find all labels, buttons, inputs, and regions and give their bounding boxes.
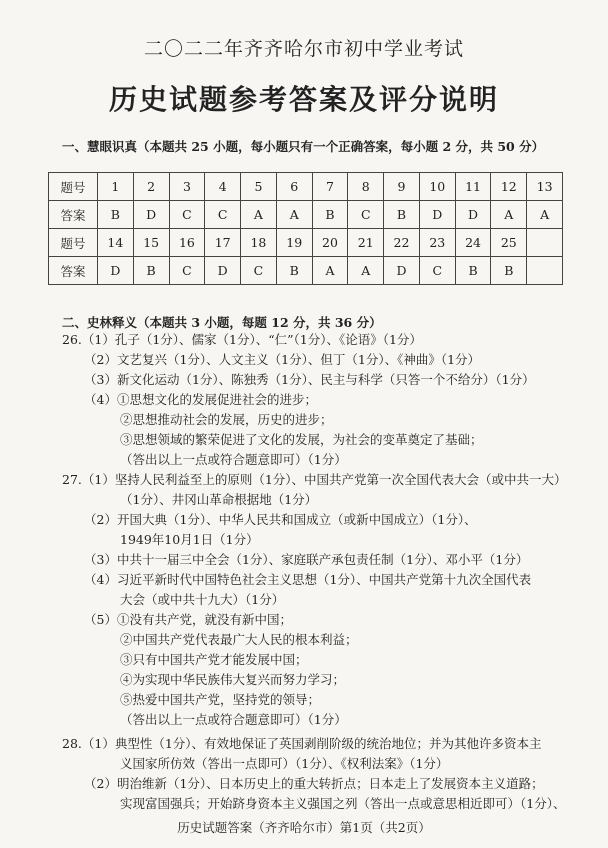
table-cell: A (312, 257, 348, 285)
table-cell: D (384, 257, 420, 285)
table-cell: A (241, 201, 277, 229)
answer-line: 1949年10月1日（1分） (120, 532, 259, 547)
answer-table (48, 172, 563, 285)
table-cell: A (527, 201, 563, 229)
table-cell (527, 229, 563, 257)
table-cell: C (348, 201, 384, 229)
table-row (49, 173, 563, 201)
table-cell: B (98, 201, 134, 229)
table-cell: 15 (133, 229, 169, 257)
table-cell: 11 (455, 173, 491, 201)
table-cell: D (133, 201, 169, 229)
table-cell: 9 (384, 173, 420, 201)
table-cell: D (205, 257, 241, 285)
answer-line: （2）开国大典（1分）、中华人民共和国成立（或新中国成立）（1分）、 (84, 512, 477, 527)
table-cell: 21 (348, 229, 384, 257)
answer-line: （4）习近平新时代中国特色社会主义思想（1分）、中国共产党第十九次全国代表 (84, 572, 532, 587)
table-cell: A (491, 201, 527, 229)
table-cell: 8 (348, 173, 384, 201)
table-cell: 23 (419, 229, 455, 257)
table-cell: D (98, 257, 134, 285)
table-cell: D (455, 201, 491, 229)
table-cell: 5 (241, 173, 277, 201)
answer-line: 26.（1）孔子（1分）、儒家（1分）、“仁”（1分）、《论语》（1分） (62, 332, 422, 347)
answer-line: ⑤热爱中国共产党，坚持党的领导； (120, 692, 321, 707)
row-label: 题号 (49, 229, 98, 257)
table-cell: 4 (205, 173, 241, 201)
table-cell: A (276, 201, 312, 229)
table-cell: B (312, 201, 348, 229)
answer-line: ③只有中国共产党才能发展中国； (120, 652, 308, 667)
table-cell: C (205, 201, 241, 229)
answer-line: （3）新文化运动（1分）、陈独秀（1分）、民主与科学（只答一个不给分）（1分） (84, 372, 535, 387)
table-cell: 22 (384, 229, 420, 257)
answer-line: （答出以上一点或符合题意即可）（1分） (120, 452, 347, 467)
answer-line: （答出以上一点或符合题意即可）（1分） (120, 712, 347, 727)
answer-title: 历史试题参考答案及评分说明 (108, 83, 499, 116)
table-cell (527, 257, 563, 285)
table-cell: D (419, 201, 455, 229)
table-cell: B (384, 201, 420, 229)
table-cell: 1 (98, 173, 134, 201)
table-cell: 3 (169, 173, 205, 201)
row-label: 答案 (49, 201, 98, 229)
table-cell: C (241, 257, 277, 285)
table-row (49, 201, 563, 229)
table-cell: C (169, 257, 205, 285)
answer-line: ③思想领域的繁荣促进了文化的发展，为社会的变革奠定了基础； (120, 432, 483, 447)
table-row (49, 257, 563, 285)
answer-line: 28.（1）典型性（1分）、有效地保证了英国剥削阶级的统治地位；并为其他许多资本主 (62, 736, 542, 751)
answer-line: （5）①没有共产党，就没有新中国； (84, 612, 292, 627)
answer-line: 义国家所仿效（答出一点即可）（1分）、《权利法案》（1分） (120, 756, 449, 771)
row-label: 题号 (49, 173, 98, 201)
answer-line: 大会（或中共十九大）（1分） (120, 592, 285, 607)
answer-line: （2）文艺复兴（1分）、人文主义（1分）、但丁（1分）、《神曲》（1分） (84, 352, 481, 367)
table-cell: 18 (241, 229, 277, 257)
table-cell: B (276, 257, 312, 285)
exam-title: 二〇二二年齐齐哈尔市初中学业考试 (143, 38, 464, 60)
table-cell: A (348, 257, 384, 285)
answer-line: 27.（1）坚持人民利益至上的原则（1分）、中国共产党第一次全国代表大会（或中共一大） (62, 472, 567, 487)
table-cell: 2 (133, 173, 169, 201)
table-cell: 13 (527, 173, 563, 201)
answer-line: （4）①思想文化的发展促进社会的进步； (84, 392, 317, 407)
page-footer: 历史试题答案（齐齐哈尔市）第1页（共2页） (177, 820, 431, 835)
section2-heading: 二、史林释义（本题共 3 小题，每题 12 分，共 36 分） (62, 315, 382, 330)
table-cell: B (133, 257, 169, 285)
table-cell: 14 (98, 229, 134, 257)
table-cell: C (419, 257, 455, 285)
table-cell: 19 (276, 229, 312, 257)
table-cell: B (455, 257, 491, 285)
answer-line: ②中国共产党代表最广大人民的根本利益； (120, 632, 358, 647)
table-row (49, 229, 563, 257)
table-cell: 24 (455, 229, 491, 257)
table-cell: 16 (169, 229, 205, 257)
table-cell: C (169, 201, 205, 229)
table-cell: 7 (312, 173, 348, 201)
answer-line: ④为实现中华民族伟大复兴而努力学习； (120, 672, 346, 687)
answer-line: ②思想推动社会的发展，历史的进步； (120, 412, 333, 427)
table-cell: B (491, 257, 527, 285)
answer-line: 实现富国强兵；开始跻身资本主义强国之列（答出一点或意思相近即可）（1分）、 (120, 796, 566, 811)
table-cell: 10 (419, 173, 455, 201)
table-cell: 12 (491, 173, 527, 201)
answer-line: （1分）、井冈山革命根据地（1分） (120, 492, 318, 507)
answer-line: （2）明治维新（1分）、日本历史上的重大转折点；日本走上了发展资本主义道路； (84, 776, 544, 791)
table-cell: 17 (205, 229, 241, 257)
table-cell: 6 (276, 173, 312, 201)
table-cell: 20 (312, 229, 348, 257)
table-cell: 25 (491, 229, 527, 257)
answer-line: （3）中共十一届三中全会（1分）、家庭联产承包责任制（1分）、邓小平（1分） (84, 552, 529, 567)
row-label: 答案 (49, 257, 98, 285)
section1-heading: 一、慧眼识真（本题共 25 小题，每小题只有一个正确答案，每小题 2 分，共 50 分） (62, 139, 545, 154)
